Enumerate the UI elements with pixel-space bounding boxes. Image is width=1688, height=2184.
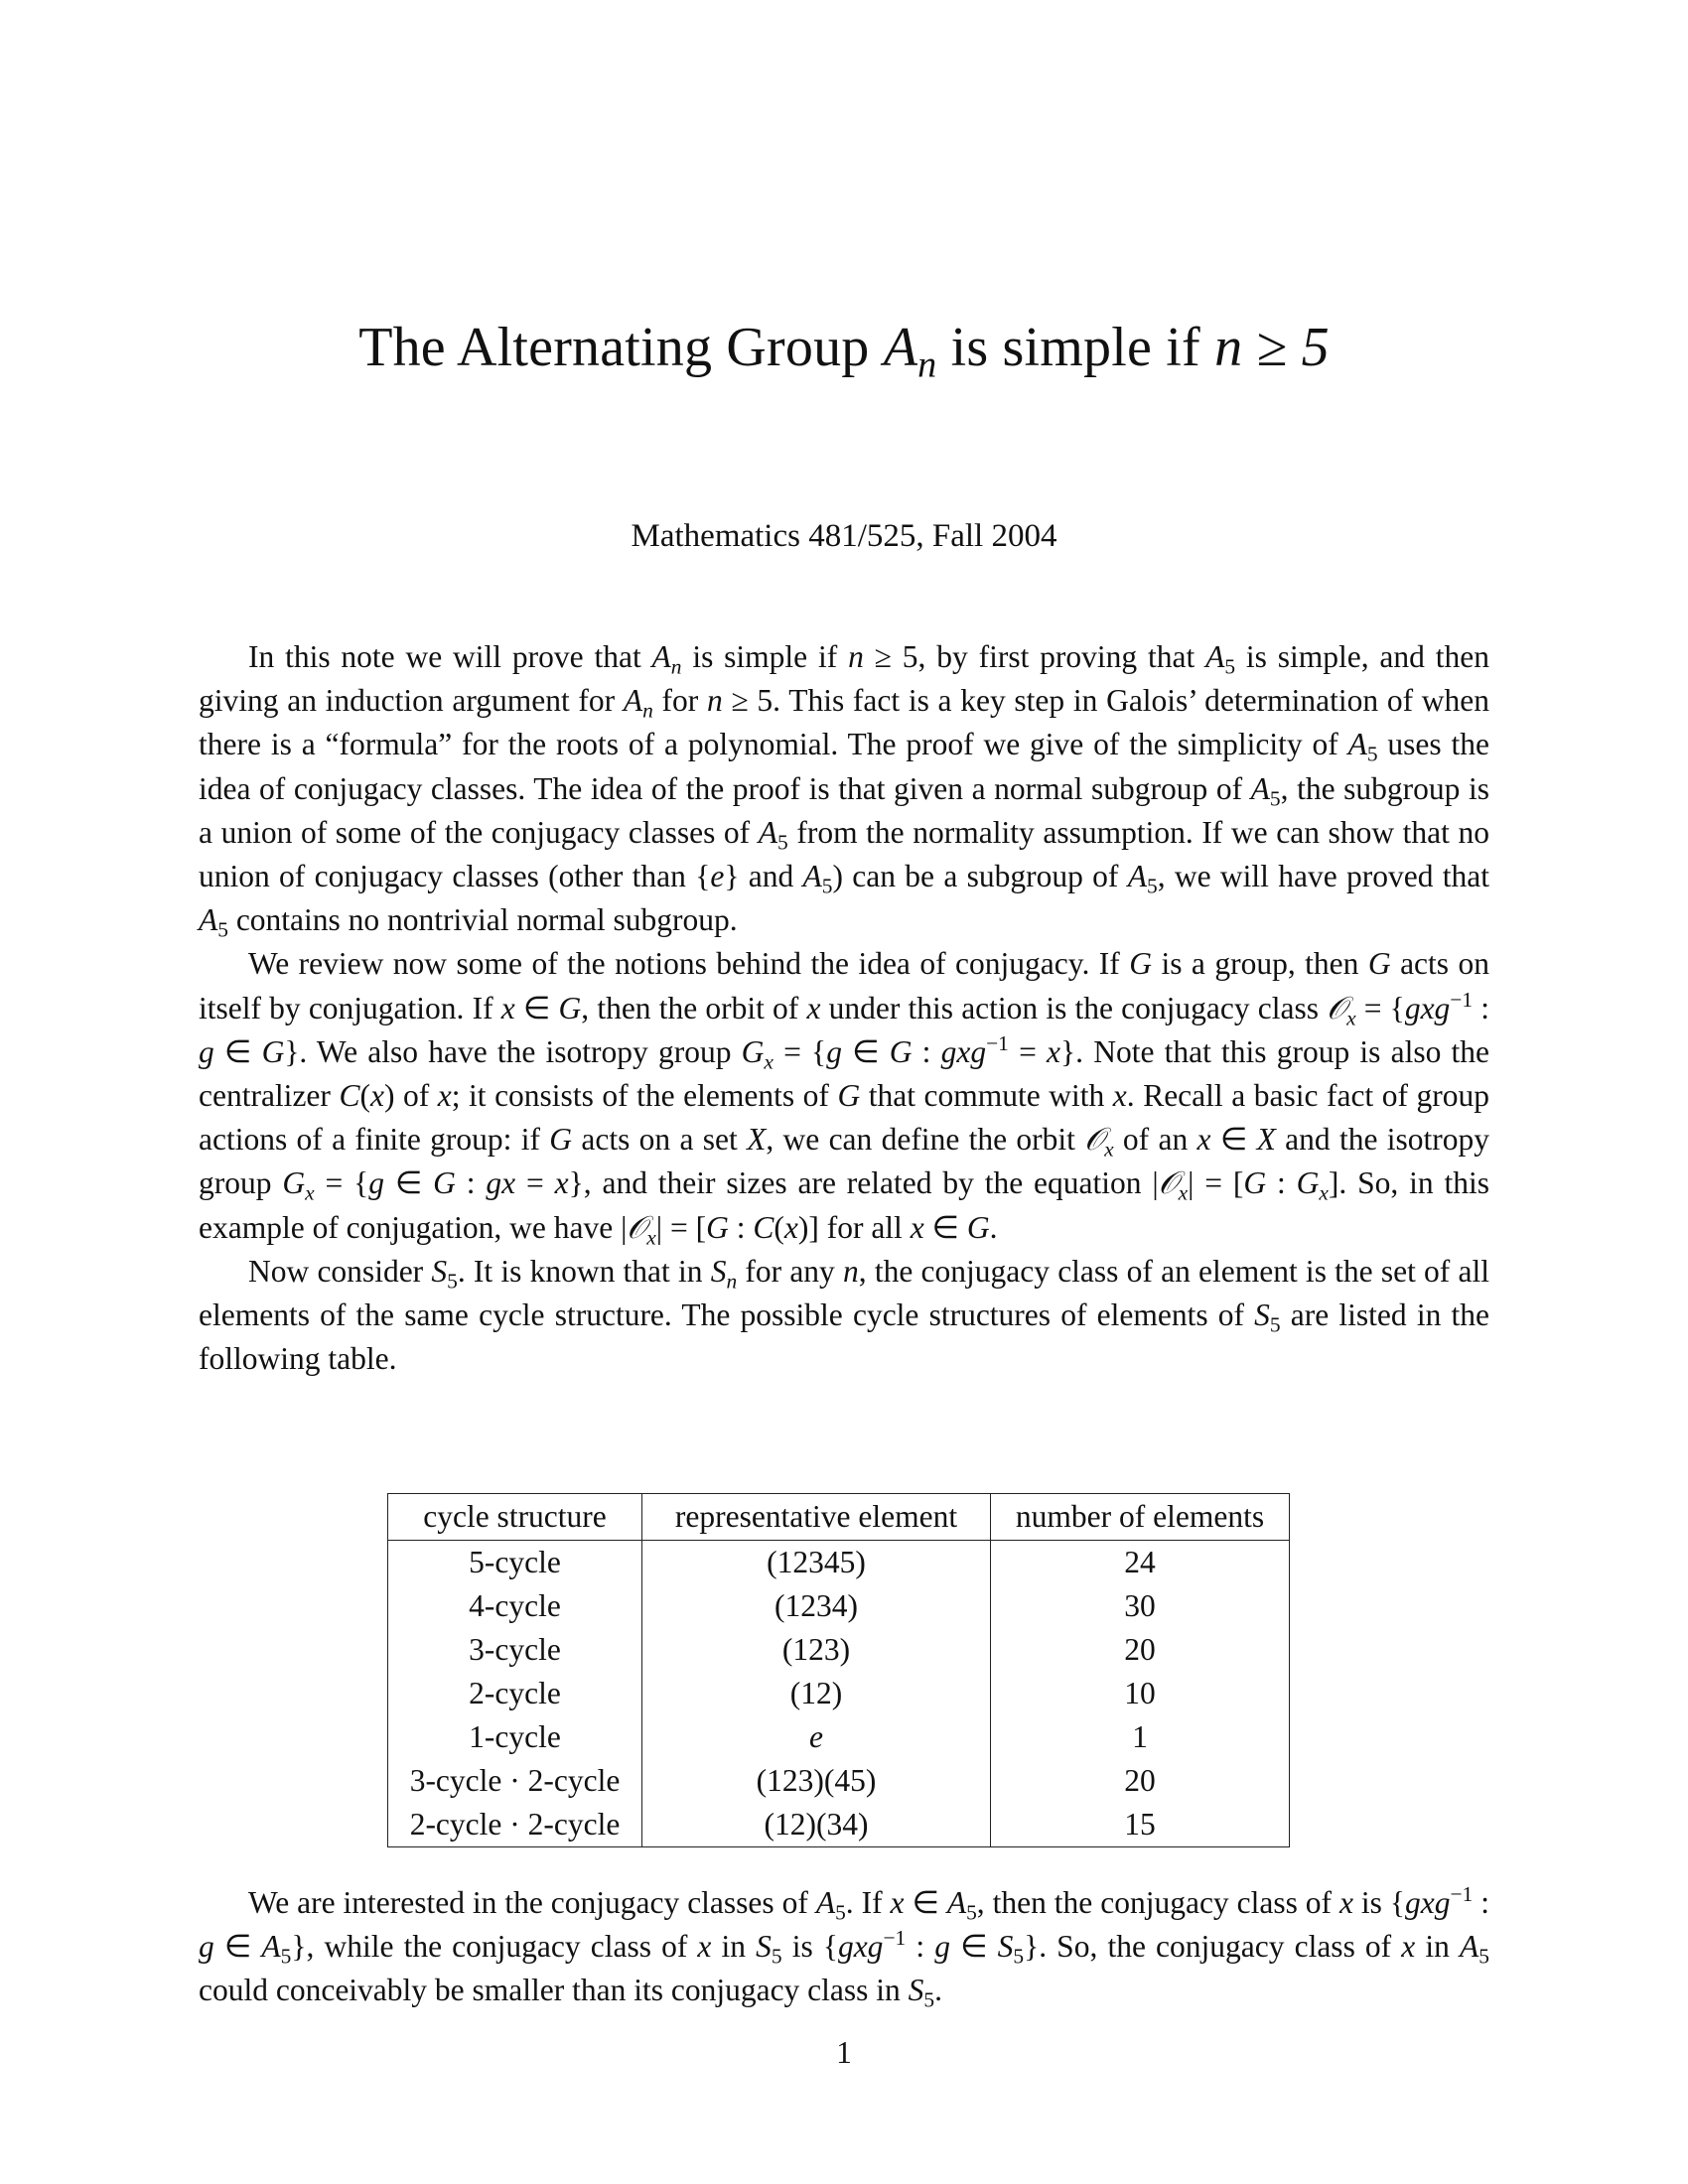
cycle-structure-table-container — [387, 1493, 1290, 1847]
title-text: The Alternating Group — [358, 317, 884, 378]
table-row — [388, 1715, 1290, 1759]
body-text-after-table — [199, 1881, 1489, 2013]
cell-count: 1 — [991, 1715, 1290, 1759]
paragraph-conjugacy: We review now some of the notions behind the idea of conjugacy. If G is a group, then G acts on itself by conjugation. If x ∈ G, then the orbit of x under this action is the conjugacy class 𝒪$_x$ = {gxg$^{-1}$ : g ∈ G}. We also have the isotropy group $G_x = \{g$ ∈ G : gxg$^{-1}$ = x}. Note that this group is also the centralizer C(x) of x; it consists of the elements of G that commute with x. Recall a basic fact of group actions of a finite group: if G acts on a set X, we can define the orbit 𝒪$_x$ of an x ∈ X and the isotropy group $G_x = \{g$ ∈ G : gx = x}, and their sizes are related by the equation |𝒪$_x$| = [G : $G_x$]. So, in this example of conjugation, we have |𝒪$_x$| = [G : C(x)] for all x ∈ G. — [199, 946, 1490, 1250]
paragraph-intro: In this note we will prove that $A_n$ is simple if n ≥ 5, by first proving that $A_5$ is simple, and then giving an induction argument for $A_n$ for n ≥ 5. This fact is a key step in Galois’ determination of when there is a “formula” for the roots of a polynomial. The proof we give of the simplicity of $A_5$ uses the idea of conjugacy classes. The idea of the proof is that given a normal subgroup of $A_5$, the subgroup is a union of some of the conjugacy classes of $A_5$ from the normality assumption. If we can show that no union of conjugacy classes (other than {e} and $A_5$) can be a subgroup of $A_5$, we will have proved that $A_5$ contains no nontrivial normal subgroup. — [199, 639, 1490, 942]
table-row — [388, 1628, 1290, 1672]
table-row — [388, 1759, 1290, 1803]
cell-representative: (12) — [642, 1672, 991, 1715]
cell-cycle-structure: 2-cycle · 2-cycle — [388, 1803, 642, 1847]
cell-count: 20 — [991, 1759, 1290, 1803]
page-number: 1 — [836, 2035, 852, 2070]
cell-cycle-structure: 5-cycle — [388, 1541, 642, 1585]
paragraph-a5-conjugacy: We are interested in the conjugacy classes of $A_5$. If x ∈ $A_5$, then the conjugacy class of x is {gxg$^{-1}$ : g ∈ $A_5$}, while the conjugacy class of x in $S_5$ is {gxg$^{-1}$ : g ∈ $S_5$}. So, the conjugacy class of x in $A_5$ could conceivably be smaller than its conjugacy class in $S_5$. — [199, 1882, 1489, 2012]
document-subtitle: Mathematics 481/525, Fall 2004 — [631, 518, 1057, 554]
cell-count: 30 — [991, 1584, 1290, 1628]
title-condition: n ≥ 5 — [1214, 317, 1330, 378]
title-rest: is simple if — [936, 317, 1215, 378]
cell-count: 24 — [991, 1541, 1290, 1585]
cell-cycle-structure: 3-cycle — [388, 1628, 642, 1672]
cell-cycle-structure: 2-cycle — [388, 1672, 642, 1715]
table-header-row — [388, 1494, 1290, 1541]
table-row — [388, 1803, 1290, 1847]
cell-representative: (1234) — [642, 1584, 991, 1628]
cell-representative: (12345) — [642, 1541, 991, 1585]
title-math-A: $A_n$ — [883, 317, 937, 386]
body-text — [199, 635, 1489, 1381]
cell-cycle-structure: 3-cycle · 2-cycle — [388, 1759, 642, 1803]
paragraph-s5: Now consider $S_5$. It is known that in $S_n$ for any n, the conjugacy class of an element is the set of all elements of the same cycle structure. The possible cycle structures of elements of $S_5$ are listed in the following table. — [199, 1253, 1489, 1377]
cycle-structure-table — [387, 1493, 1290, 1847]
cell-cycle-structure: 1-cycle — [388, 1715, 642, 1759]
header-representative-element: representative element — [642, 1494, 991, 1541]
header-number-of-elements: number of elements — [991, 1494, 1290, 1541]
cell-representative: (123)(45) — [642, 1759, 991, 1803]
cell-representative: e — [642, 1715, 991, 1759]
cell-count: 10 — [991, 1672, 1290, 1715]
cell-representative: (12)(34) — [642, 1803, 991, 1847]
cell-count: 15 — [991, 1803, 1290, 1847]
cell-cycle-structure: 4-cycle — [388, 1584, 642, 1628]
table-row — [388, 1541, 1290, 1585]
document-title — [0, 316, 1688, 386]
cell-representative: (123) — [642, 1628, 991, 1672]
cell-count: 20 — [991, 1628, 1290, 1672]
header-cycle-structure: cycle structure — [388, 1494, 642, 1541]
table-row — [388, 1584, 1290, 1628]
table-row — [388, 1672, 1290, 1715]
